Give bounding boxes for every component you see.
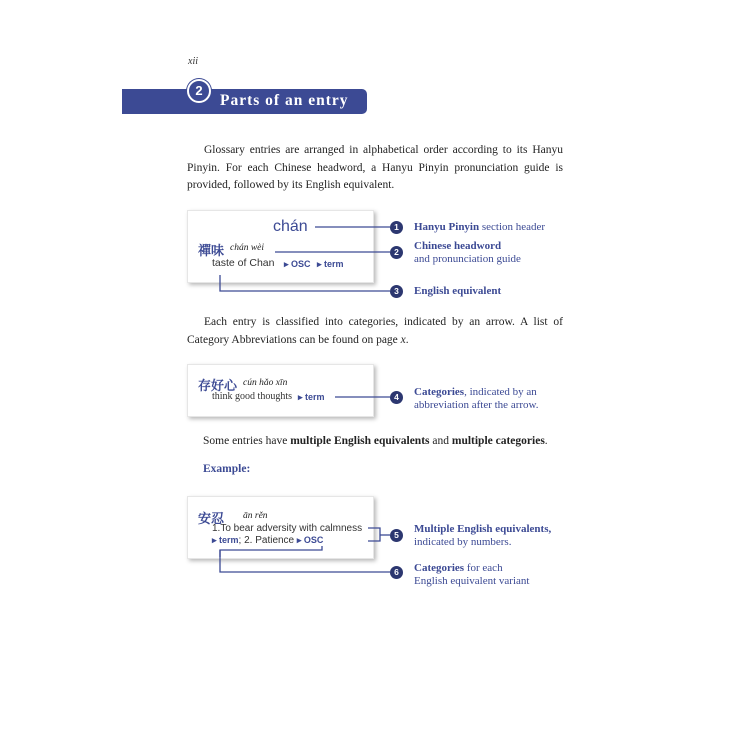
sample-entry-card-1	[187, 210, 374, 283]
english-equivalent-2	[212, 535, 323, 546]
category-term: ▸ term	[212, 535, 239, 545]
callout-number-1: 1	[390, 221, 403, 234]
callout-number-3: 3	[390, 285, 403, 298]
callout-label-6: Categories for each English equivalent variant	[414, 562, 530, 587]
category-osc: ▸ OSC	[284, 259, 311, 269]
callout-label-5: Multiple English equivalents, indicated by numbers.	[414, 523, 552, 548]
callout-number-6: 6	[390, 566, 403, 579]
pinyin-guide: chán wèi	[230, 243, 265, 253]
page-number: xii	[188, 56, 198, 67]
english-equivalent: taste of Chan	[212, 257, 275, 269]
pinyin-guide: ān rěn	[243, 511, 268, 521]
callout-label-2: Chinese headword and pronunciation guide	[414, 240, 521, 265]
example-label: Example:	[203, 463, 251, 475]
category-term: ▸ term	[317, 259, 344, 269]
section-header-pinyin: chán	[273, 218, 308, 235]
chinese-headword: 禪味	[198, 243, 225, 258]
category-term: ▸ term	[298, 392, 325, 402]
english-equivalent-1: 1.To bear adversity with calmness	[212, 523, 363, 534]
sample-entry-card-3	[187, 496, 374, 559]
equivalent-2-text: ; 2. Patience	[238, 535, 297, 546]
sample-entry-card-2	[187, 364, 374, 417]
callout-number-4: 4	[390, 391, 403, 404]
category-paragraph: Each entry is classified into categories, indicated by an arrow. A list of Category Abbreviations can be found on page x.	[187, 316, 563, 346]
multiple-paragraph: Some entries have multiple English equivalents and multiple categories.	[203, 435, 548, 447]
callout-label-4: Categories, indicated by an abbreviation after the arrow.	[414, 386, 539, 411]
chinese-headword: 安忍	[198, 511, 225, 526]
callout-number-2: 2	[390, 246, 403, 259]
callout-label-1: Hanyu Pinyin section header	[414, 221, 546, 233]
chinese-headword: 存好心	[198, 378, 238, 393]
callout-label-3: English equivalent	[414, 285, 502, 297]
pinyin-guide: cún hǎo xīn	[243, 378, 288, 388]
section-number-badge: 2	[187, 79, 211, 103]
intro-paragraph: Glossary entries are arranged in alphabetical order according to its Hanyu Pinyin. For each Chinese headword, a Hanyu Pinyin pronunciation guide is provided, followed by its English equivalent.	[187, 144, 563, 191]
section-title: Parts of an entry	[220, 92, 349, 109]
category-osc: ▸ OSC	[296, 535, 324, 545]
english-equivalent: think good thoughts	[212, 391, 293, 402]
callout-number-5: 5	[390, 529, 403, 542]
